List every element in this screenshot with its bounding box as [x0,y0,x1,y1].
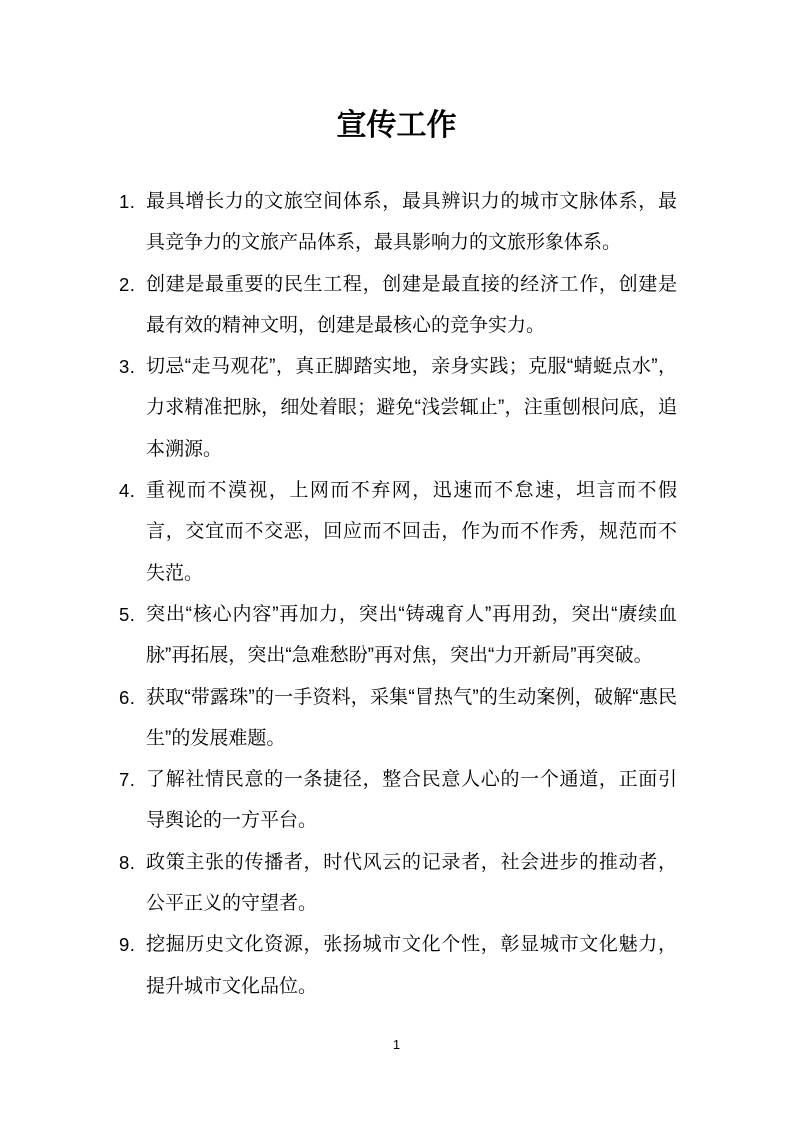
list-item-text: 创建是最重要的民生工程，创建是最直接的经济工作，创建是最有效的精神文明，创建是最核心的竞争实力。 [146,273,677,336]
list-item-text: 突出“核心内容”再加力，突出“铸魂育人”再用劲，突出“赓续血脉”再拓展，突出“急难愁盼”再对焦，突出“力开新局”再突破。 [146,603,677,667]
list-item [119,594,677,677]
page-number: 1 [392,1037,401,1052]
list-item [119,346,677,470]
numbered-list [119,181,677,1007]
list-item [119,470,677,594]
list-item [119,677,677,760]
list-item-number: 3. [119,356,136,378]
list-item-number: 4. [119,480,136,502]
list-item-text: 切忌“走马观花”，真正脚踏实地，亲身实践；克服“蜻蜓点水”，力求精准把脉，细处着眼；避免“浅尝辄止”，注重刨根问底，追本溯源。 [146,356,677,460]
list-item-text: 了解社情民意的一条捷径，整合民意人心的一个通道，正面引导舆论的一方平台。 [146,769,677,832]
list-item-number: 6. [119,686,136,708]
list-item [119,759,677,842]
list-item [119,842,677,925]
list-item [119,264,677,347]
list-item-text: 获取“带露珠”的一手资料，采集“冒热气”的生动案例，破解“惠民生”的发展难题。 [146,686,677,749]
list-item-number: 1. [119,191,136,212]
list-item-number: 9. [119,934,136,956]
list-item-text: 挖掘历史文化资源，张扬城市文化个性，彰显城市文化魅力，提升城市文化品位。 [146,934,677,997]
list-item-text: 重视而不漠视，上网而不弃网，迅速而不怠速，坦言而不假言，交宜而不交恶，回应而不回击，作为而不作秀，规范而不失范。 [146,480,677,584]
list-item [119,924,677,1007]
list-item [119,181,677,264]
list-item-text: 政策主张的传播者，时代风云的记录者，社会进步的推动者，公平正义的守望者。 [146,851,677,915]
document-title: 宣传工作 [336,109,457,142]
list-item-number: 5. [119,603,136,625]
list-item-text: 最具增长力的文旅空间体系，最具辨识力的城市文脉体系，最具竞争力的文旅产品体系，最具影响力的文旅形象体系。 [146,191,677,254]
list-item-number: 2. [119,273,136,295]
list-item-number: 8. [119,851,136,873]
list-item-number: 7. [119,769,136,791]
